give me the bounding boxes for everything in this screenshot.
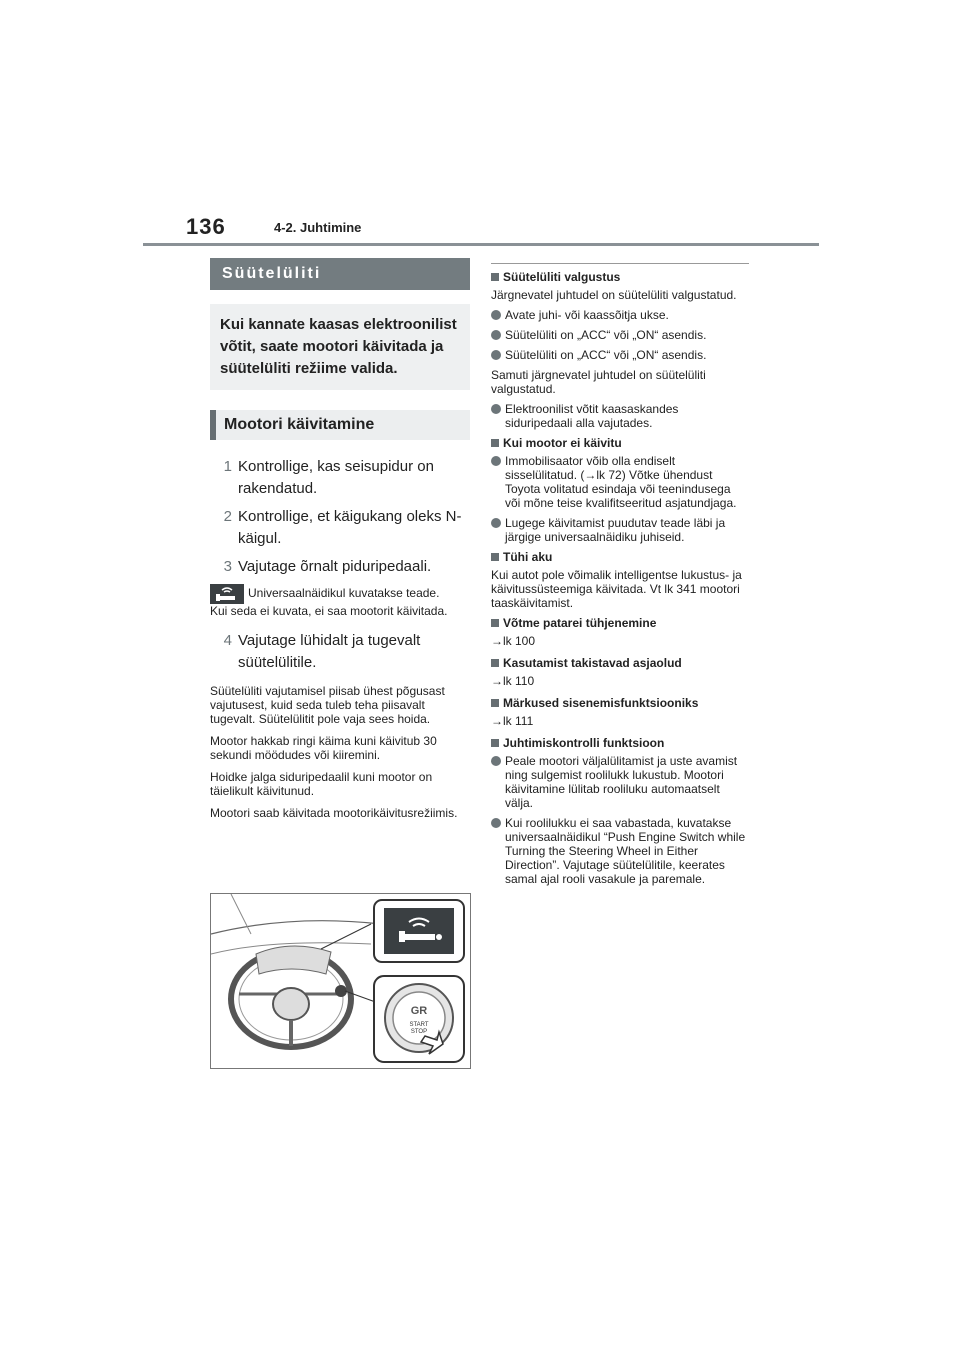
- bullet-icon: [491, 350, 501, 360]
- bullet-icon: [491, 518, 501, 528]
- subheading: Mootori käivitamine: [210, 410, 470, 440]
- step-number: 3: [223, 558, 232, 575]
- paragraph: Süütelüliti vajutamisel piisab ühest põgusast vajutusest, kuid seda tuleb teha piisavalt tugevalt. Süütelülitit pole vaja sees hoida.: [210, 684, 445, 726]
- square-bullet-icon: [491, 553, 499, 561]
- bullet-item: Süütelüliti on „ACC“ või „ON“ asendis.: [491, 348, 749, 362]
- paragraph: Samuti järgnevatel juhtudel on süütelüliti valgustatud.: [491, 368, 706, 396]
- paragraph: Hoidke jalga siduripedaalil kuni mootor on täielikult käivitunud.: [210, 770, 433, 798]
- section-heading: Süütelüliti valgustus: [491, 270, 749, 285]
- bullet-item: Lugege käivitamist puudutav teade läbi ja järgige universaalnäidiku juhiseid.: [491, 516, 749, 544]
- square-bullet-icon: [491, 739, 499, 747]
- clutch-message-icon: [210, 584, 244, 604]
- paragraph: Järgnevatel juhtudel on süütelüliti valgustatud.: [491, 288, 737, 302]
- page-title: Süütelüliti: [210, 258, 470, 290]
- section-heading: Kui mootor ei käivitu: [491, 436, 749, 451]
- bullet-item: Süütelüliti on „ACC“ või „ON“ asendis.: [491, 328, 749, 342]
- message-caption: Universaalnäidikul kuvatakse teade.: [248, 586, 440, 601]
- bullet-icon: [491, 310, 501, 320]
- left-column: [210, 258, 470, 828]
- bullet-icon: [491, 404, 501, 414]
- step-text: Kontrollige, et käigukang oleks N-käigul.: [238, 508, 462, 547]
- square-bullet-icon: [491, 439, 499, 447]
- step-number: 2: [223, 508, 232, 525]
- square-bullet-icon: [491, 699, 499, 707]
- intro-box: Kui kannate kaasas elektroonilist võtit, saate mootori käivitada ja süütelüliti režiime valida.: [210, 304, 470, 390]
- step-text: Vajutage õrnalt piduripedaali.: [238, 558, 432, 575]
- paragraph: Mootori saab käivitada mootorikäivitusrežiimis.: [210, 806, 458, 820]
- bullet-item: Kui roolilukku ei saa vabastada, kuvatakse universaalnäidikul “Push Engine Switch while Turning the Steering Wheel in Either Direction”. Vajutage süütelülitile, keerates samal ajal rooli vasakule ja paremale.: [491, 816, 749, 886]
- step-number: 1: [223, 458, 232, 475]
- bullet-icon: [491, 818, 501, 828]
- step-text: Vajutage lühidalt ja tugevalt süütelülitile.: [238, 632, 421, 671]
- step-1: [210, 456, 470, 500]
- stop-button-label: STOP: [410, 1029, 428, 1035]
- page-reference: →lk 100: [491, 634, 536, 648]
- square-bullet-icon: [491, 273, 499, 281]
- paragraph: Kui autot pole võimalik intelligentse lukustus- ja käivitussüsteemiga käivitada. Vt lk 341 mootori taaskäivitamist.: [491, 568, 742, 610]
- square-bullet-icon: [491, 659, 499, 667]
- start-button-label: START: [409, 1022, 429, 1028]
- step-4: [210, 630, 470, 674]
- steps-list: [210, 456, 470, 578]
- section-title: 4-2. Juhtimine: [274, 220, 362, 235]
- svg-text:GR: GR: [410, 1005, 428, 1017]
- page-reference: →lk 110: [491, 674, 535, 688]
- bullet-icon: [491, 756, 501, 766]
- square-bullet-icon: [491, 619, 499, 627]
- page-number: 136: [186, 214, 226, 239]
- body-paragraphs: [210, 684, 470, 820]
- step-text: Kontrollige, kas seisupidur on rakendatud.: [238, 458, 434, 497]
- message-note: Kui seda ei kuvata, ei saa mootorit käivitada.: [210, 604, 448, 618]
- dashboard-illustration: [210, 893, 471, 1069]
- bullet-item: Immobilisaator võib olla endiselt sisselülitatud. (→lk 72) Võtke ühendust Toyota volitatud esindaja või teenindusega või mõne teise kvalifitseeritud asjatundjaga.: [491, 454, 749, 510]
- section-heading: Tühi aku: [491, 550, 749, 565]
- right-column: [491, 263, 749, 892]
- section-heading: Võtme patarei tühjenemine: [491, 616, 749, 631]
- header-rule: [143, 243, 819, 246]
- bullet-icon: [491, 456, 501, 466]
- bullet-item: Peale mootori väljalülitamist ja uste avamist ning sulgemist roolilukk lukustub. Mootori käivitamine lülitab rooliluku automaatselt välja.: [491, 754, 749, 810]
- column-rule: [491, 263, 749, 264]
- bullet-item: Avate juhi- või kaassõitja ukse.: [491, 308, 749, 322]
- step-number: 4: [223, 632, 232, 649]
- message-block: [210, 584, 470, 618]
- section-heading: Juhtimiskontrolli funktsioon: [491, 736, 749, 751]
- section-heading: Märkused sisenemisfunktsiooniks: [491, 696, 749, 711]
- paragraph: Mootor hakkab ringi käima kuni käivitub 30 sekundi möödudes või kiiremini.: [210, 734, 437, 762]
- bullet-item: Elektroonilist võtit kaasaskandes siduripedaali alla vajutades.: [491, 402, 749, 430]
- step-2: [210, 506, 470, 550]
- section-heading: Kasutamist takistavad asjaolud: [491, 656, 749, 671]
- step-3: [210, 556, 470, 578]
- page-reference: →lk 111: [491, 714, 534, 728]
- bullet-icon: [491, 330, 501, 340]
